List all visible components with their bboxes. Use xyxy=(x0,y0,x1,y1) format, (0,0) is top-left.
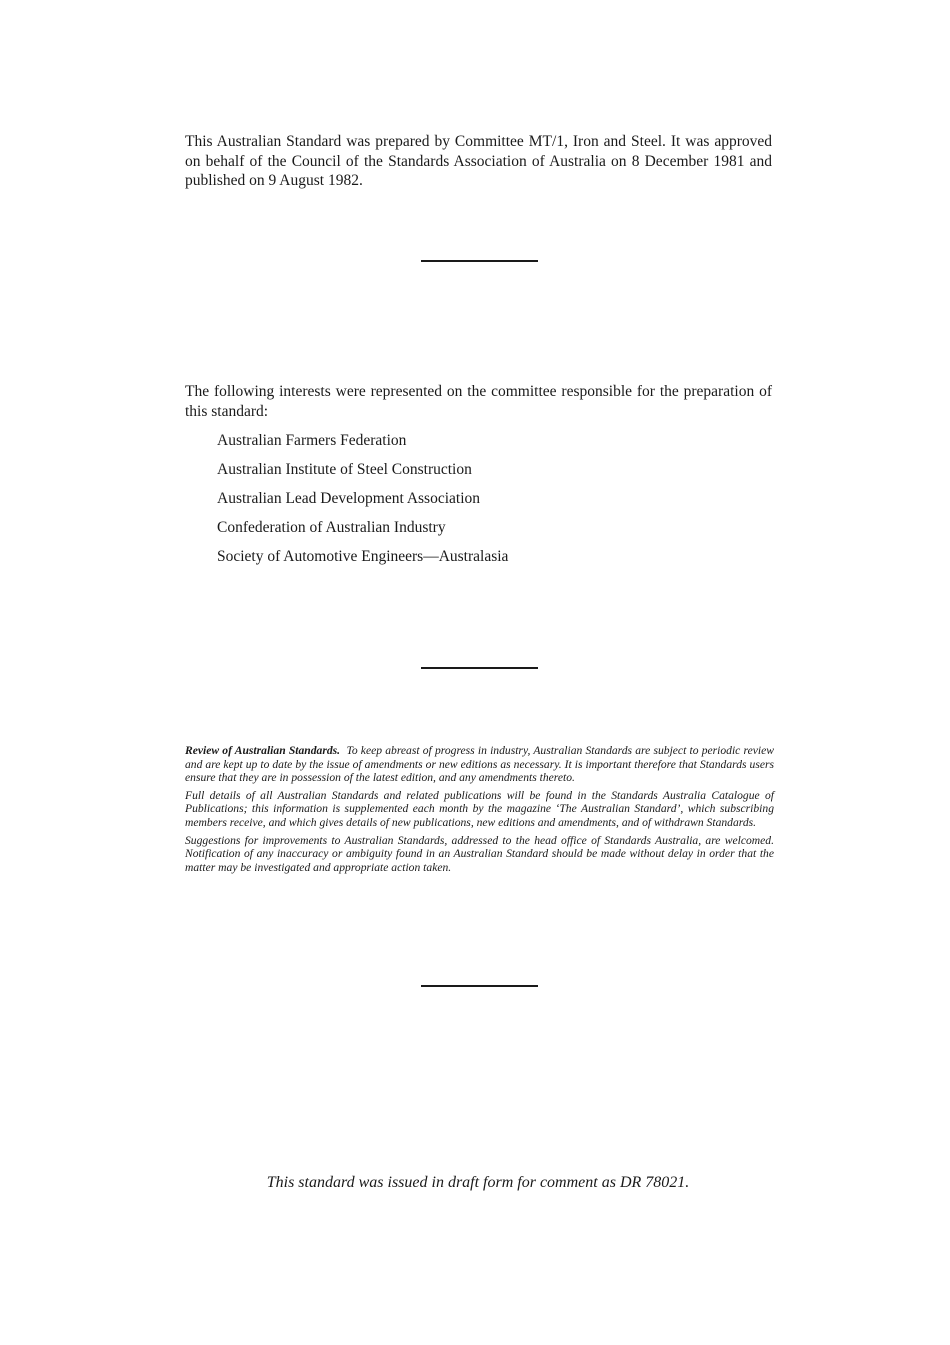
section-divider xyxy=(421,985,538,987)
preparation-statement: This Australian Standard was prepared by Committee MT/1, Iron and Steel. It was approved on behalf of the Council of the Standards Association of Australia on 8 December 1981 and published on 9 August 1982. xyxy=(185,133,772,189)
list-item: Australian Institute of Steel Construction xyxy=(217,460,472,478)
suggestions-paragraph: Suggestions for improvements to Australian Standards, addressed to the head office of Standards Australia, are welcomed. Notification of any inaccuracy or ambiguity found in an Australian Standard should be made without delay in order that the matter may be investigated and appropriate action taken. xyxy=(185,833,774,874)
list-item: Society of Automotive Engineers—Australasia xyxy=(217,547,509,565)
list-item: Australian Farmers Federation xyxy=(217,431,407,449)
catalogue-paragraph: Full details of all Australian Standards and related publications will be found in the Standards Australia Catalogue of Publications; this information is supplemented each month by the magazine ‘The Australian Standard’, which subscribing members receive, and which gives details of new publications, new editions and amendments, and of withdrawn Standards. xyxy=(185,788,774,829)
review-heading: Review of Australian Standards. xyxy=(185,744,341,757)
section-divider xyxy=(421,260,538,262)
committee-intro: The following interests were represented on the committee responsible for the preparation of this standard: xyxy=(185,383,772,420)
list-item: Confederation of Australian Industry xyxy=(217,518,446,536)
review-paragraph xyxy=(185,744,774,785)
section-divider xyxy=(421,667,538,669)
committee-section xyxy=(185,382,772,566)
list-item: Australian Lead Development Association xyxy=(217,489,481,507)
review-notice xyxy=(185,744,774,878)
interest-list xyxy=(185,431,772,567)
draft-issue-note: This standard was issued in draft form for comment as DR 78021. xyxy=(266,1174,690,1191)
review-text: To keep abreast of progress in industry, Australian Standards are subject to periodic review and are kept up to date by the issue of amendments or new editions as necessary. It is important therefore that Standards users ensure that they are in possession of the latest edition, and any amendments thereto. xyxy=(185,744,774,785)
